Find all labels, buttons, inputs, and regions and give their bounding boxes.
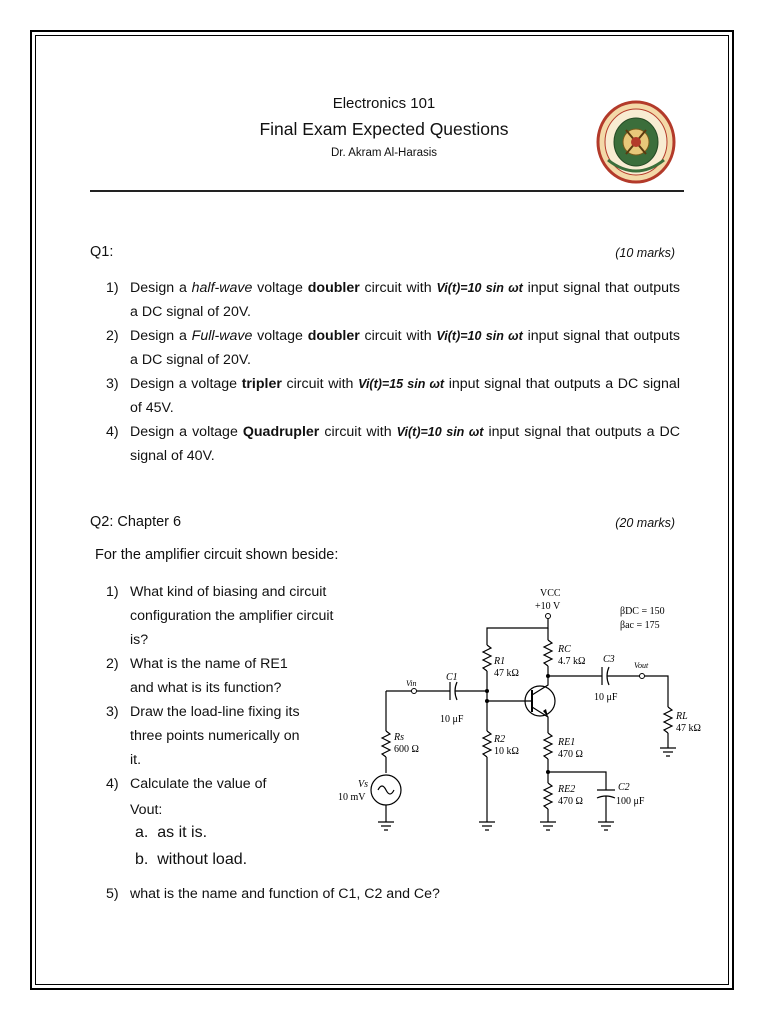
c1-value: 10 μF (440, 714, 464, 725)
vcc-label: VCC (540, 588, 561, 599)
q2-intro: For the amplifier circuit shown beside: (95, 547, 339, 563)
c1-label: C1 (446, 672, 458, 683)
course-name: Electronics 101 (332, 95, 436, 112)
q1-item-1: 1) Design a half-wave voltage doubler circuit with Vi(t)=10 sin ωt input signal that outputs a DC signal of 20V. (106, 280, 681, 320)
vs-value: 10 mV (338, 792, 366, 803)
c3-value: 10 μF (594, 692, 618, 703)
rc-label: RC (558, 644, 571, 655)
q2-label: Q2: Chapter 6 (90, 514, 182, 530)
rl-label: RL (676, 711, 688, 722)
q1-item-4: 4) Design a voltage Quadrupler circuit with Vi(t)=10 sin ωt input signal that outputs a DC signal of 40V. (106, 424, 680, 464)
r2-value: 10 kΩ (494, 746, 519, 757)
vout-circuit-label: Vout (634, 661, 649, 670)
exam-title: Final Exam Expected Questions (259, 119, 509, 139)
rl-value: 47 kΩ (676, 723, 701, 734)
c2-value: 100 μF (616, 796, 645, 807)
beta-ac: βac = 175 (620, 620, 660, 631)
q1-marks: (10 marks) (615, 246, 675, 260)
vin-label: Vin (406, 679, 417, 688)
re1-value: 470 Ω (558, 749, 583, 760)
q1-label: Q1: (90, 244, 114, 260)
re1-label: RE1 (558, 737, 576, 748)
q2-item-3: 3) Draw the load-line fixing its three points numerically on it. (106, 704, 300, 768)
re2-label: RE2 (558, 784, 576, 795)
r1-value: 47 kΩ (494, 668, 519, 679)
university-seal-icon (596, 100, 676, 184)
vcc-value: +10 V (535, 601, 561, 612)
q1-item-3: 3) Design a voltage tripler circuit with Vi(t)=15 sin ωt input signal that outputs a DC signal of 45V. (106, 376, 680, 416)
q2-sub-b: b. without load. (135, 851, 248, 868)
rs-value: 600 Ω (394, 744, 419, 755)
q2-item-4: 4) Calculate the value of (106, 776, 267, 792)
q2-item-2: 2) What is the name of RE1 and what is its function? (106, 656, 288, 696)
vout-label: Vout: (130, 802, 163, 818)
rs-label: Rs (394, 732, 404, 743)
re2-value: 470 Ω (558, 796, 583, 807)
q2-item-1: 1) What kind of biasing and circuit configuration the amplifier circuit is? (106, 584, 334, 648)
r1-label: R1 (494, 656, 506, 667)
q2-marks: (20 marks) (615, 516, 675, 530)
amplifier-circuit-diagram (330, 580, 710, 835)
header-divider (90, 190, 684, 192)
q2-item-5: 5) what is the name and function of C1, C2 and Ce? (106, 886, 440, 902)
vs-label: Vs (358, 779, 368, 790)
c2-label: C2 (618, 782, 630, 793)
q2-sub-a: a. as it is. (135, 824, 208, 841)
c3-label: C3 (603, 654, 615, 665)
author-name: Dr. Akram Al-Harasis (330, 147, 438, 159)
beta-dc: βDC = 150 (620, 606, 665, 617)
rc-value: 4.7 kΩ (558, 656, 586, 667)
q1-item-2: 2) Design a Full-wave voltage doubler circuit with Vi(t)=10 sin ωt input signal that outputs a DC signal of 20V. (106, 328, 681, 368)
r2-label: R2 (494, 734, 506, 745)
